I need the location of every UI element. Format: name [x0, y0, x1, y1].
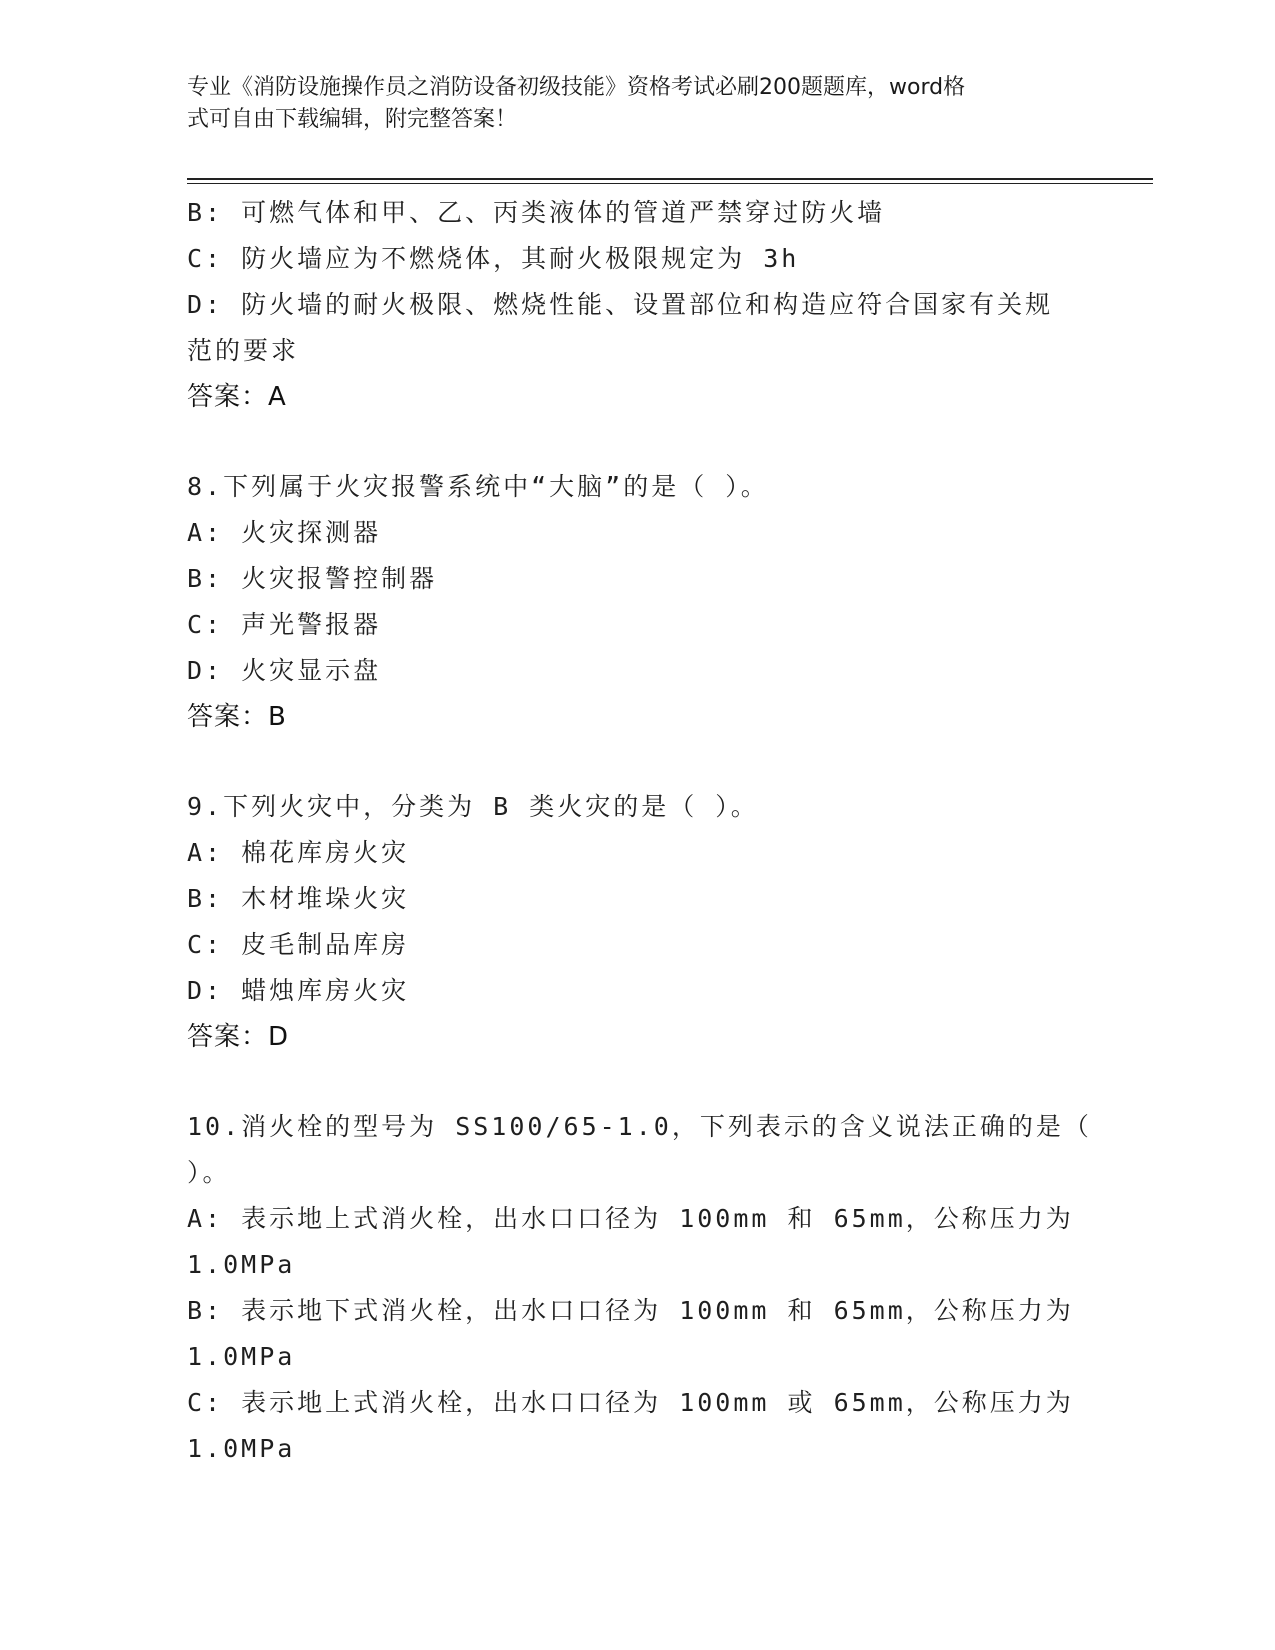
question-stem: 9.下列火灾中，分类为 B 类火灾的是（ ）。	[187, 792, 759, 821]
option-d-line-1: D: 防火墙的耐火极限、燃烧性能、设置部位和构造应符合国家有关规	[187, 290, 1054, 319]
spacer	[187, 740, 1087, 784]
question-stem: 8.下列属于火灾报警系统中“大脑”的是（ ）。	[187, 472, 769, 501]
option-a-line-2: 1.0MPa	[187, 1250, 296, 1279]
option-b-line-1: B: 表示地下式消火栓，出水口口径为 100mm 和 65mm，公称压力为	[187, 1296, 1074, 1325]
spacer	[187, 1060, 1087, 1104]
answer: 答案：A	[187, 382, 287, 412]
header-rule-thin	[187, 183, 1153, 184]
option-b-line-2: 1.0MPa	[187, 1342, 296, 1371]
question-9	[187, 784, 1087, 1060]
question-8	[187, 464, 1087, 740]
option-a-line-1: A: 表示地上式消火栓，出水口口径为 100mm 和 65mm，公称压力为	[187, 1204, 1074, 1233]
header-rule-thick	[187, 178, 1153, 180]
header-line-1: 专业《消防设施操作员之消防设备初级技能》资格考试必刷200题题库，word格	[187, 75, 966, 100]
question-7-tail	[187, 190, 1087, 420]
option-c: C: 皮毛制品库房	[187, 930, 410, 959]
option-b: B: 木材堆垛火灾	[187, 884, 410, 913]
question-stem-line-1: 10.消火栓的型号为 SS100/65-1.0，下列表示的含义说法正确的是（	[187, 1112, 1092, 1141]
option-b: B: 可燃气体和甲、乙、丙类液体的管道严禁穿过防火墙	[187, 198, 886, 227]
option-b: B: 火灾报警控制器	[187, 564, 438, 593]
header-line-2: 式可自由下载编辑，附完整答案！	[187, 107, 518, 132]
option-c-line-1: C: 表示地上式消火栓，出水口口径为 100mm 或 65mm，公称压力为	[187, 1388, 1074, 1417]
option-c-line-2: 1.0MPa	[187, 1434, 296, 1463]
option-d: D: 火灾显示盘	[187, 656, 382, 685]
question-10	[187, 1104, 1092, 1472]
option-c: C: 声光警报器	[187, 610, 382, 639]
option-c: C: 防火墙应为不燃烧体，其耐火极限规定为 3h	[187, 244, 800, 273]
answer: 答案：D	[187, 1022, 290, 1052]
option-a: A: 火灾探测器	[187, 518, 382, 547]
spacer	[187, 420, 1087, 464]
option-d-line-2: 范的要求	[187, 336, 300, 365]
question-stem-line-2: ）。	[187, 1158, 231, 1187]
option-d: D: 蜡烛库房火灾	[187, 976, 410, 1005]
document-header	[187, 72, 1087, 136]
document-body	[187, 190, 1092, 1472]
answer: 答案：B	[187, 702, 287, 732]
option-a: A: 棉花库房火灾	[187, 838, 410, 867]
